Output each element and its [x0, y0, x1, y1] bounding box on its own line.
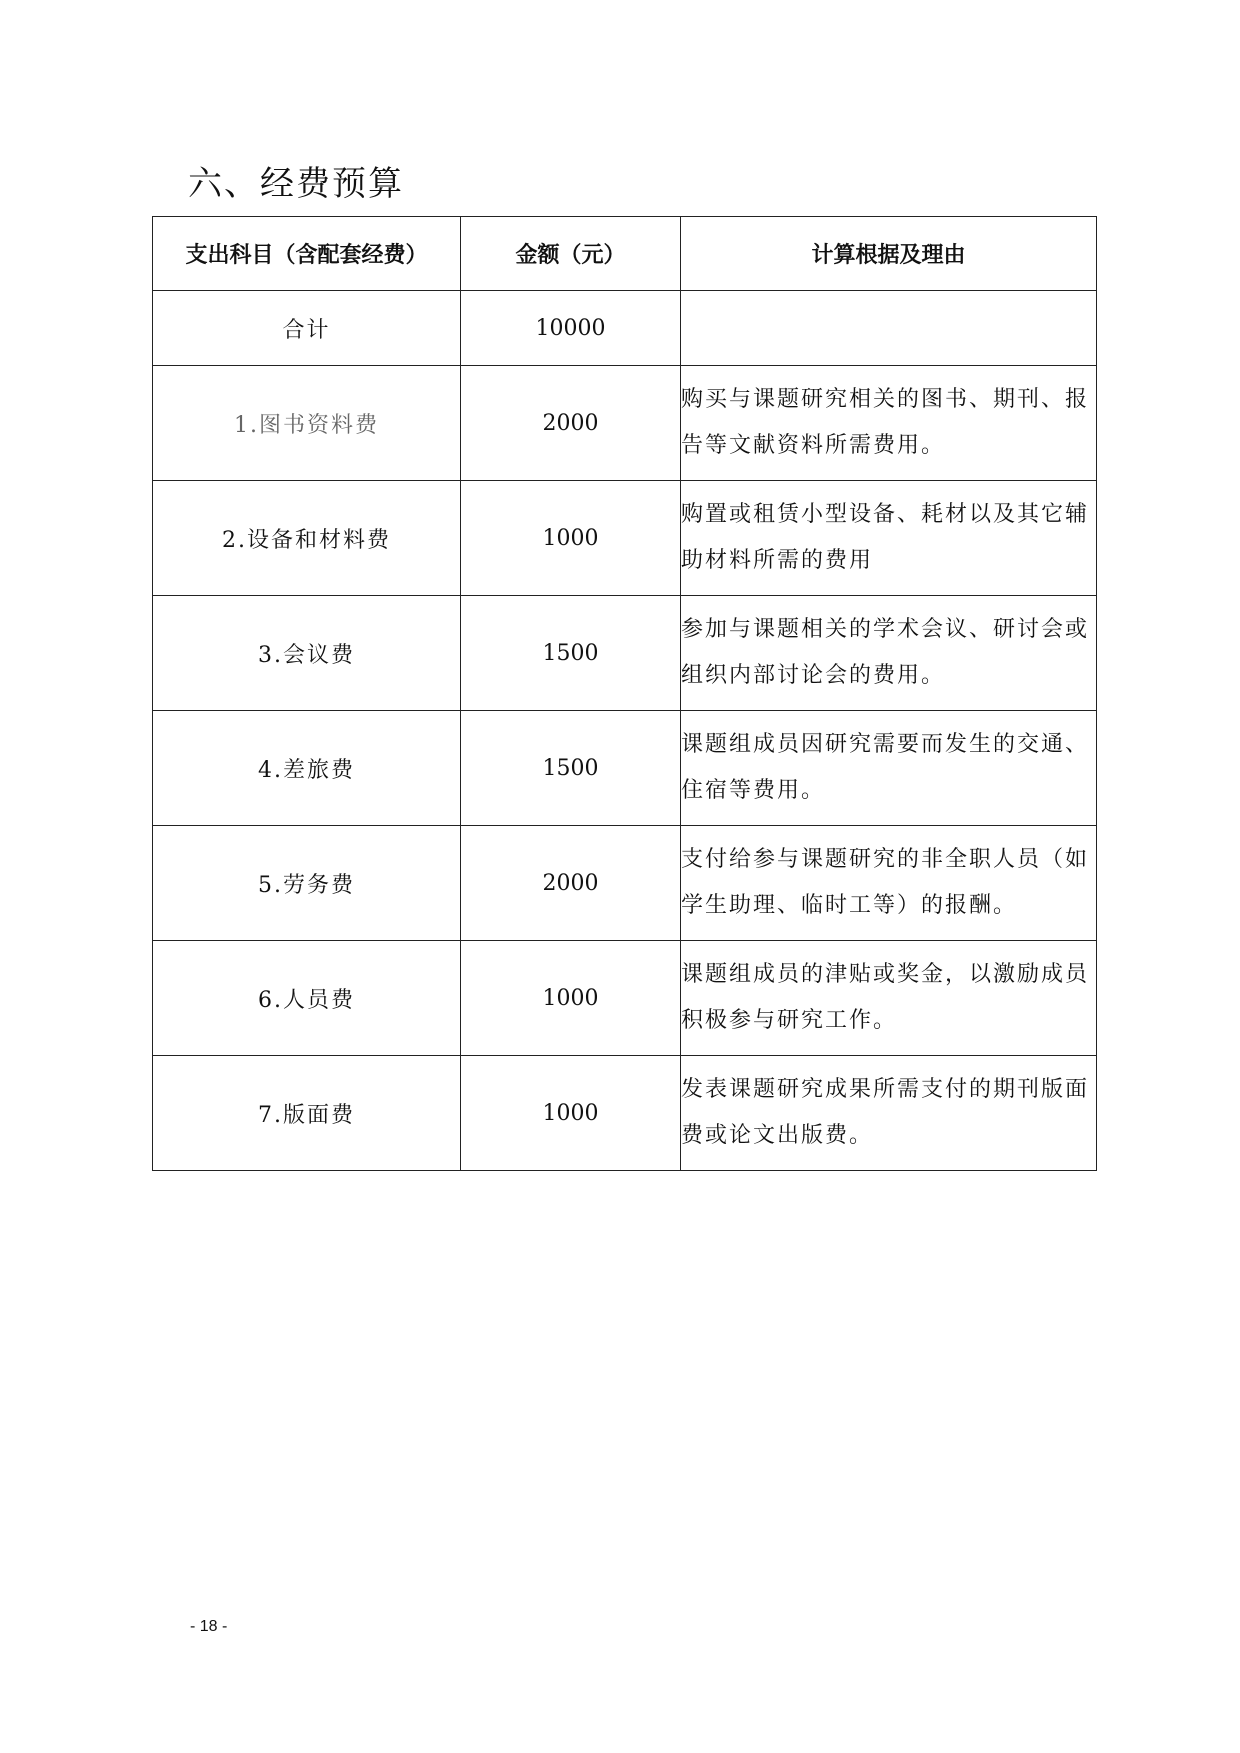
expense-reason: 购置或租赁小型设备、耗材以及其它辅助材料所需的费用 — [681, 481, 1097, 596]
table-row — [153, 826, 1097, 941]
header-reason: 计算根据及理由 — [681, 217, 1097, 291]
expense-item: 6.人员费 — [153, 941, 461, 1056]
table-row — [153, 366, 1097, 481]
table-row — [153, 481, 1097, 596]
table-row — [153, 711, 1097, 826]
table-row — [153, 941, 1097, 1056]
expense-reason: 购买与课题研究相关的图书、期刊、报告等文献资料所需费用。 — [681, 366, 1097, 481]
total-row — [153, 291, 1097, 366]
expense-reason: 发表课题研究成果所需支付的期刊版面费或论文出版费。 — [681, 1056, 1097, 1171]
expense-amount: 1000 — [461, 1056, 681, 1171]
budget-table — [152, 216, 1097, 1171]
expense-amount: 1000 — [461, 941, 681, 1056]
expense-item: 7.版面费 — [153, 1056, 461, 1171]
expense-reason: 课题组成员因研究需要而发生的交通、住宿等费用。 — [681, 711, 1097, 826]
page-number: - 18 - — [190, 1618, 228, 1635]
total-reason — [681, 291, 1097, 366]
total-amount: 10000 — [461, 291, 681, 366]
table-row — [153, 596, 1097, 711]
table-row — [153, 1056, 1097, 1171]
expense-item: 4.差旅费 — [153, 711, 461, 826]
header-expense-item: 支出科目（含配套经费） — [153, 217, 461, 291]
expense-item: 5.劳务费 — [153, 826, 461, 941]
expense-reason: 支付给参与课题研究的非全职人员（如学生助理、临时工等）的报酬。 — [681, 826, 1097, 941]
expense-amount: 1500 — [461, 596, 681, 711]
header-amount: 金额（元） — [461, 217, 681, 291]
section-title: 六、经费预算 — [188, 164, 404, 204]
expense-amount: 2000 — [461, 826, 681, 941]
expense-reason: 课题组成员的津贴或奖金，以激励成员积极参与研究工作。 — [681, 941, 1097, 1056]
expense-amount: 2000 — [461, 366, 681, 481]
expense-item: 2.设备和材料费 — [153, 481, 461, 596]
expense-amount: 1500 — [461, 711, 681, 826]
expense-amount: 1000 — [461, 481, 681, 596]
expense-item: 1.图书资料费 — [153, 366, 461, 481]
expense-reason: 参加与课题相关的学术会议、研讨会或组织内部讨论会的费用。 — [681, 596, 1097, 711]
total-label: 合计 — [153, 291, 461, 366]
expense-item: 3.会议费 — [153, 596, 461, 711]
table-header-row — [153, 217, 1097, 291]
